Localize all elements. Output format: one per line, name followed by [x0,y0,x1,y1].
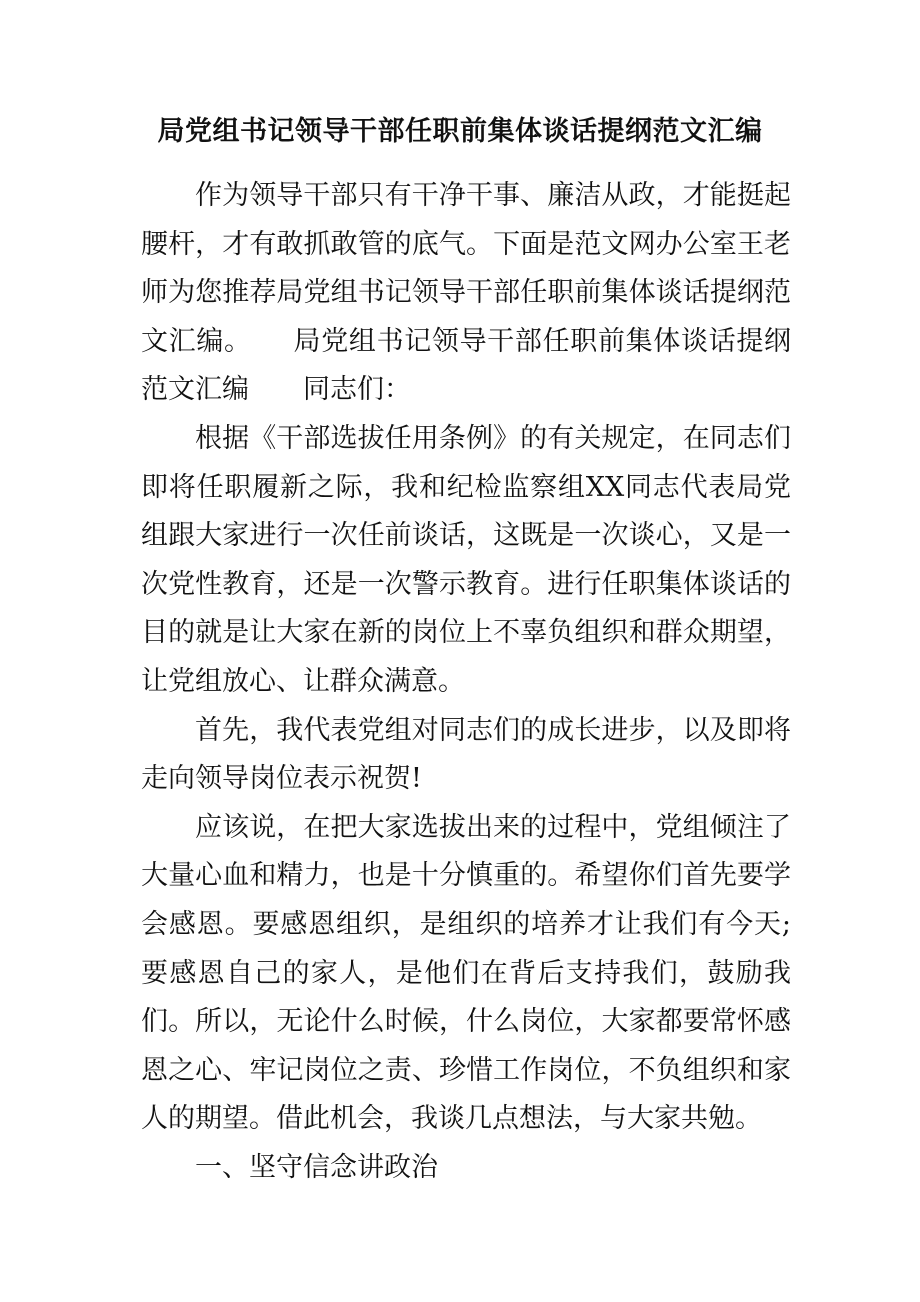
paragraph-intro: 作为领导干部只有干净干事、廉洁从政，才能挺起腰杆，才有敢抓敢管的底气。下面是范文网办公室王老师为您推荐局党组书记领导干部任职前集体谈话提纲范文汇编。 局党组书记领导干部任职前集体谈话提纲范文汇编 同志们： [141,180,791,406]
document-title: 局党组书记领导干部任职前集体谈话提纲范文汇编 [157,116,763,147]
document-body [141,172,791,1192]
section-heading-1: 一、坚守信念讲政治 [195,1151,438,1183]
paragraph-congratulation: 首先，我代表党组对同志们的成长进步，以及即将走向领导岗位表示祝贺! [141,714,791,795]
paragraph-regulation: 根据《干部选拔任用条例》的有关规定，在同志们即将任职履新之际，我和纪检监察组XX同志代表局党组跟大家进行一次任前谈话，这既是一次谈心，又是一次党性教育，还是一次警示教育。进行任职集体谈话的目的就是让大家在新的岗位上不辜负组织和群众期望，让党组放心、让群众满意。 [141,422,791,697]
paragraph-gratitude: 应该说，在把大家选拔出来的过程中，党组倾注了大量心血和精力，也是十分慎重的。希望你们首先要学会感恩。要感恩组织，是组织的培养才让我们有今天;要感恩自己的家人，是他们在背后支持我们，鼓励我们。所以，无论什么时候，什么岗位，大家都要常怀感恩之心、牢记岗位之责、珍惜工作岗位，不负组织和家人的期望。借此机会，我谈几点想法，与大家共勉。 [141,811,791,1135]
